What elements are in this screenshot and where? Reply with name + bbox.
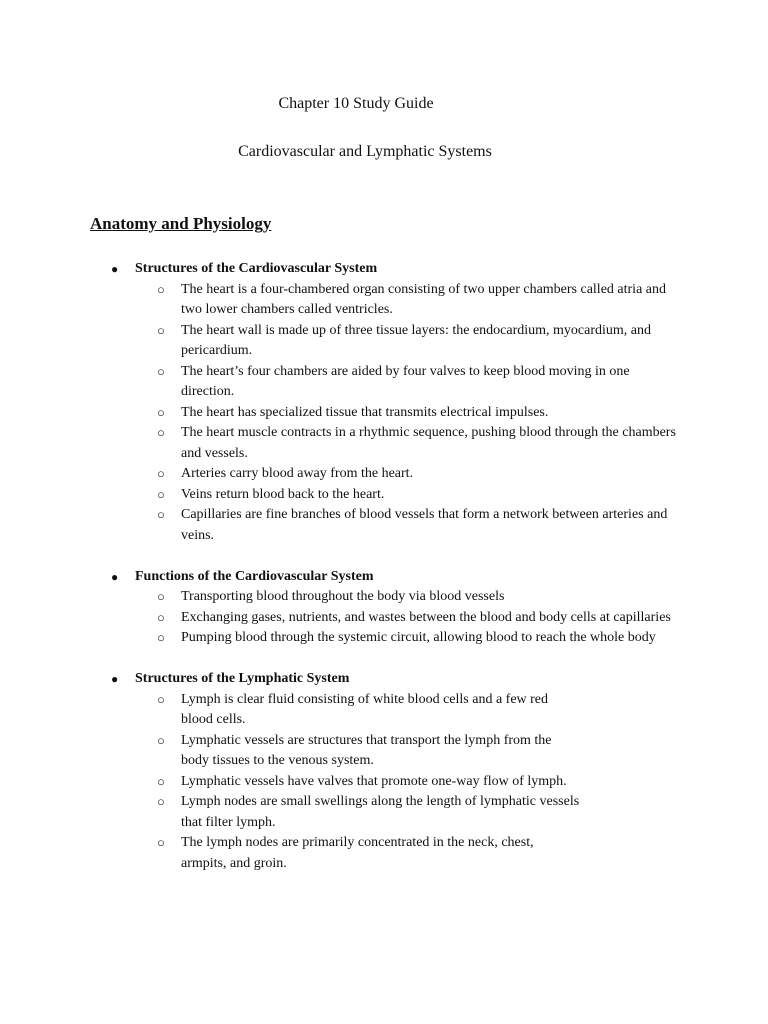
list-item xyxy=(0,690,768,731)
list-item xyxy=(0,362,768,403)
list-item-text: Transporting blood throughout the body via blood vessels xyxy=(181,589,505,604)
list-item-text: Lymphatic vessels are structures that transport the lymph from the body tissues to the venous system. xyxy=(181,732,552,768)
bullet-groups xyxy=(0,259,768,895)
group-heading-text: Functions of the Cardiovascular System xyxy=(135,568,374,584)
list-item-text: Exchanging gases, nutrients, and wastes between the blood and body cells at capillaries xyxy=(181,609,671,625)
bullet-icon: ● xyxy=(111,569,119,584)
list-item-text: Veins return blood back to the heart. xyxy=(181,486,385,502)
list-item xyxy=(0,280,768,321)
sub-bullet-icon: ○ xyxy=(157,486,165,502)
list-item-text: The heart muscle contracts in a rhythmic sequence, pushing blood through the chambers and vessels. xyxy=(181,425,676,461)
list-item xyxy=(0,485,768,506)
bullet-icon: ● xyxy=(111,672,119,686)
list-item xyxy=(0,321,768,362)
item-list xyxy=(0,280,768,547)
list-item xyxy=(0,792,768,833)
list-item-text: Lymph nodes are small swellings along the length of lymphatic vessels that filter lymph. xyxy=(181,794,580,830)
sub-bullet-icon: ○ xyxy=(157,322,165,338)
item-list xyxy=(0,587,768,649)
list-item-text: Lymph is clear fluid consisting of white blood cells and a few red blood cells. xyxy=(181,691,549,727)
group-heading xyxy=(0,669,768,690)
document-title: Chapter 10 Study Guide xyxy=(278,95,434,112)
group-heading-text: Structures of the Cardiovascular System xyxy=(135,261,378,276)
sub-bullet-icon: ○ xyxy=(157,404,165,420)
sub-bullet-icon: ○ xyxy=(157,425,165,440)
bullet-icon: ● xyxy=(111,262,119,276)
list-item xyxy=(0,731,768,772)
list-item xyxy=(0,833,768,874)
section-heading: Anatomy and Physiology xyxy=(90,214,272,233)
list-item-text: The heart’s four chambers are aided by four valves to keep blood moving in one direction. xyxy=(181,363,630,399)
list-item-text: Capillaries are fine branches of blood vessels that form a network between arteries and veins. xyxy=(181,507,668,543)
list-item xyxy=(0,505,768,546)
sub-bullet-icon: ○ xyxy=(157,630,165,645)
item-list xyxy=(0,690,768,875)
sub-bullet-icon: ○ xyxy=(157,794,165,809)
group-heading xyxy=(0,259,768,280)
list-item xyxy=(0,403,768,424)
group-heading-text: Structures of the Lymphatic System xyxy=(135,671,350,686)
list-item-text: Pumping blood through the systemic circuit, allowing blood to reach the whole body xyxy=(181,630,656,645)
document-subtitle: Cardiovascular and Lymphatic Systems xyxy=(238,143,492,160)
sub-bullet-icon: ○ xyxy=(157,732,165,748)
sub-bullet-icon: ○ xyxy=(157,507,165,522)
list-item xyxy=(0,587,768,608)
list-item-text: The heart wall is made up of three tissue layers: the endocardium, myocardium, and pericardium. xyxy=(181,322,652,358)
sub-bullet-icon: ○ xyxy=(157,835,165,850)
group-lymphatic-structures xyxy=(0,669,768,874)
list-item xyxy=(0,628,768,649)
list-item-text: Arteries carry blood away from the heart. xyxy=(181,466,414,481)
list-item xyxy=(0,464,768,485)
sub-bullet-icon: ○ xyxy=(157,691,165,707)
sub-bullet-icon: ○ xyxy=(157,281,165,297)
sub-bullet-icon: ○ xyxy=(157,773,165,789)
list-item-text: The lymph nodes are primarily concentrated in the neck, chest, armpits, and groin. xyxy=(181,835,534,871)
sub-bullet-icon: ○ xyxy=(157,609,165,625)
list-item xyxy=(0,772,768,793)
list-item xyxy=(0,608,768,629)
sub-bullet-icon: ○ xyxy=(157,589,165,604)
list-item-text: The heart has specialized tissue that transmits electrical impulses. xyxy=(181,404,549,420)
group-heading xyxy=(0,567,768,588)
group-cardiovascular-structures xyxy=(0,259,768,546)
sub-bullet-icon: ○ xyxy=(157,363,165,379)
group-cardiovascular-functions xyxy=(0,567,768,649)
list-item xyxy=(0,423,768,464)
list-item-text: The heart is a four-chambered organ consisting of two upper chambers called atria and two lower chambers called ventricles. xyxy=(181,281,666,317)
sub-bullet-icon: ○ xyxy=(157,466,165,481)
list-item-text: Lymphatic vessels have valves that promote one-way flow of lymph. xyxy=(181,773,567,789)
